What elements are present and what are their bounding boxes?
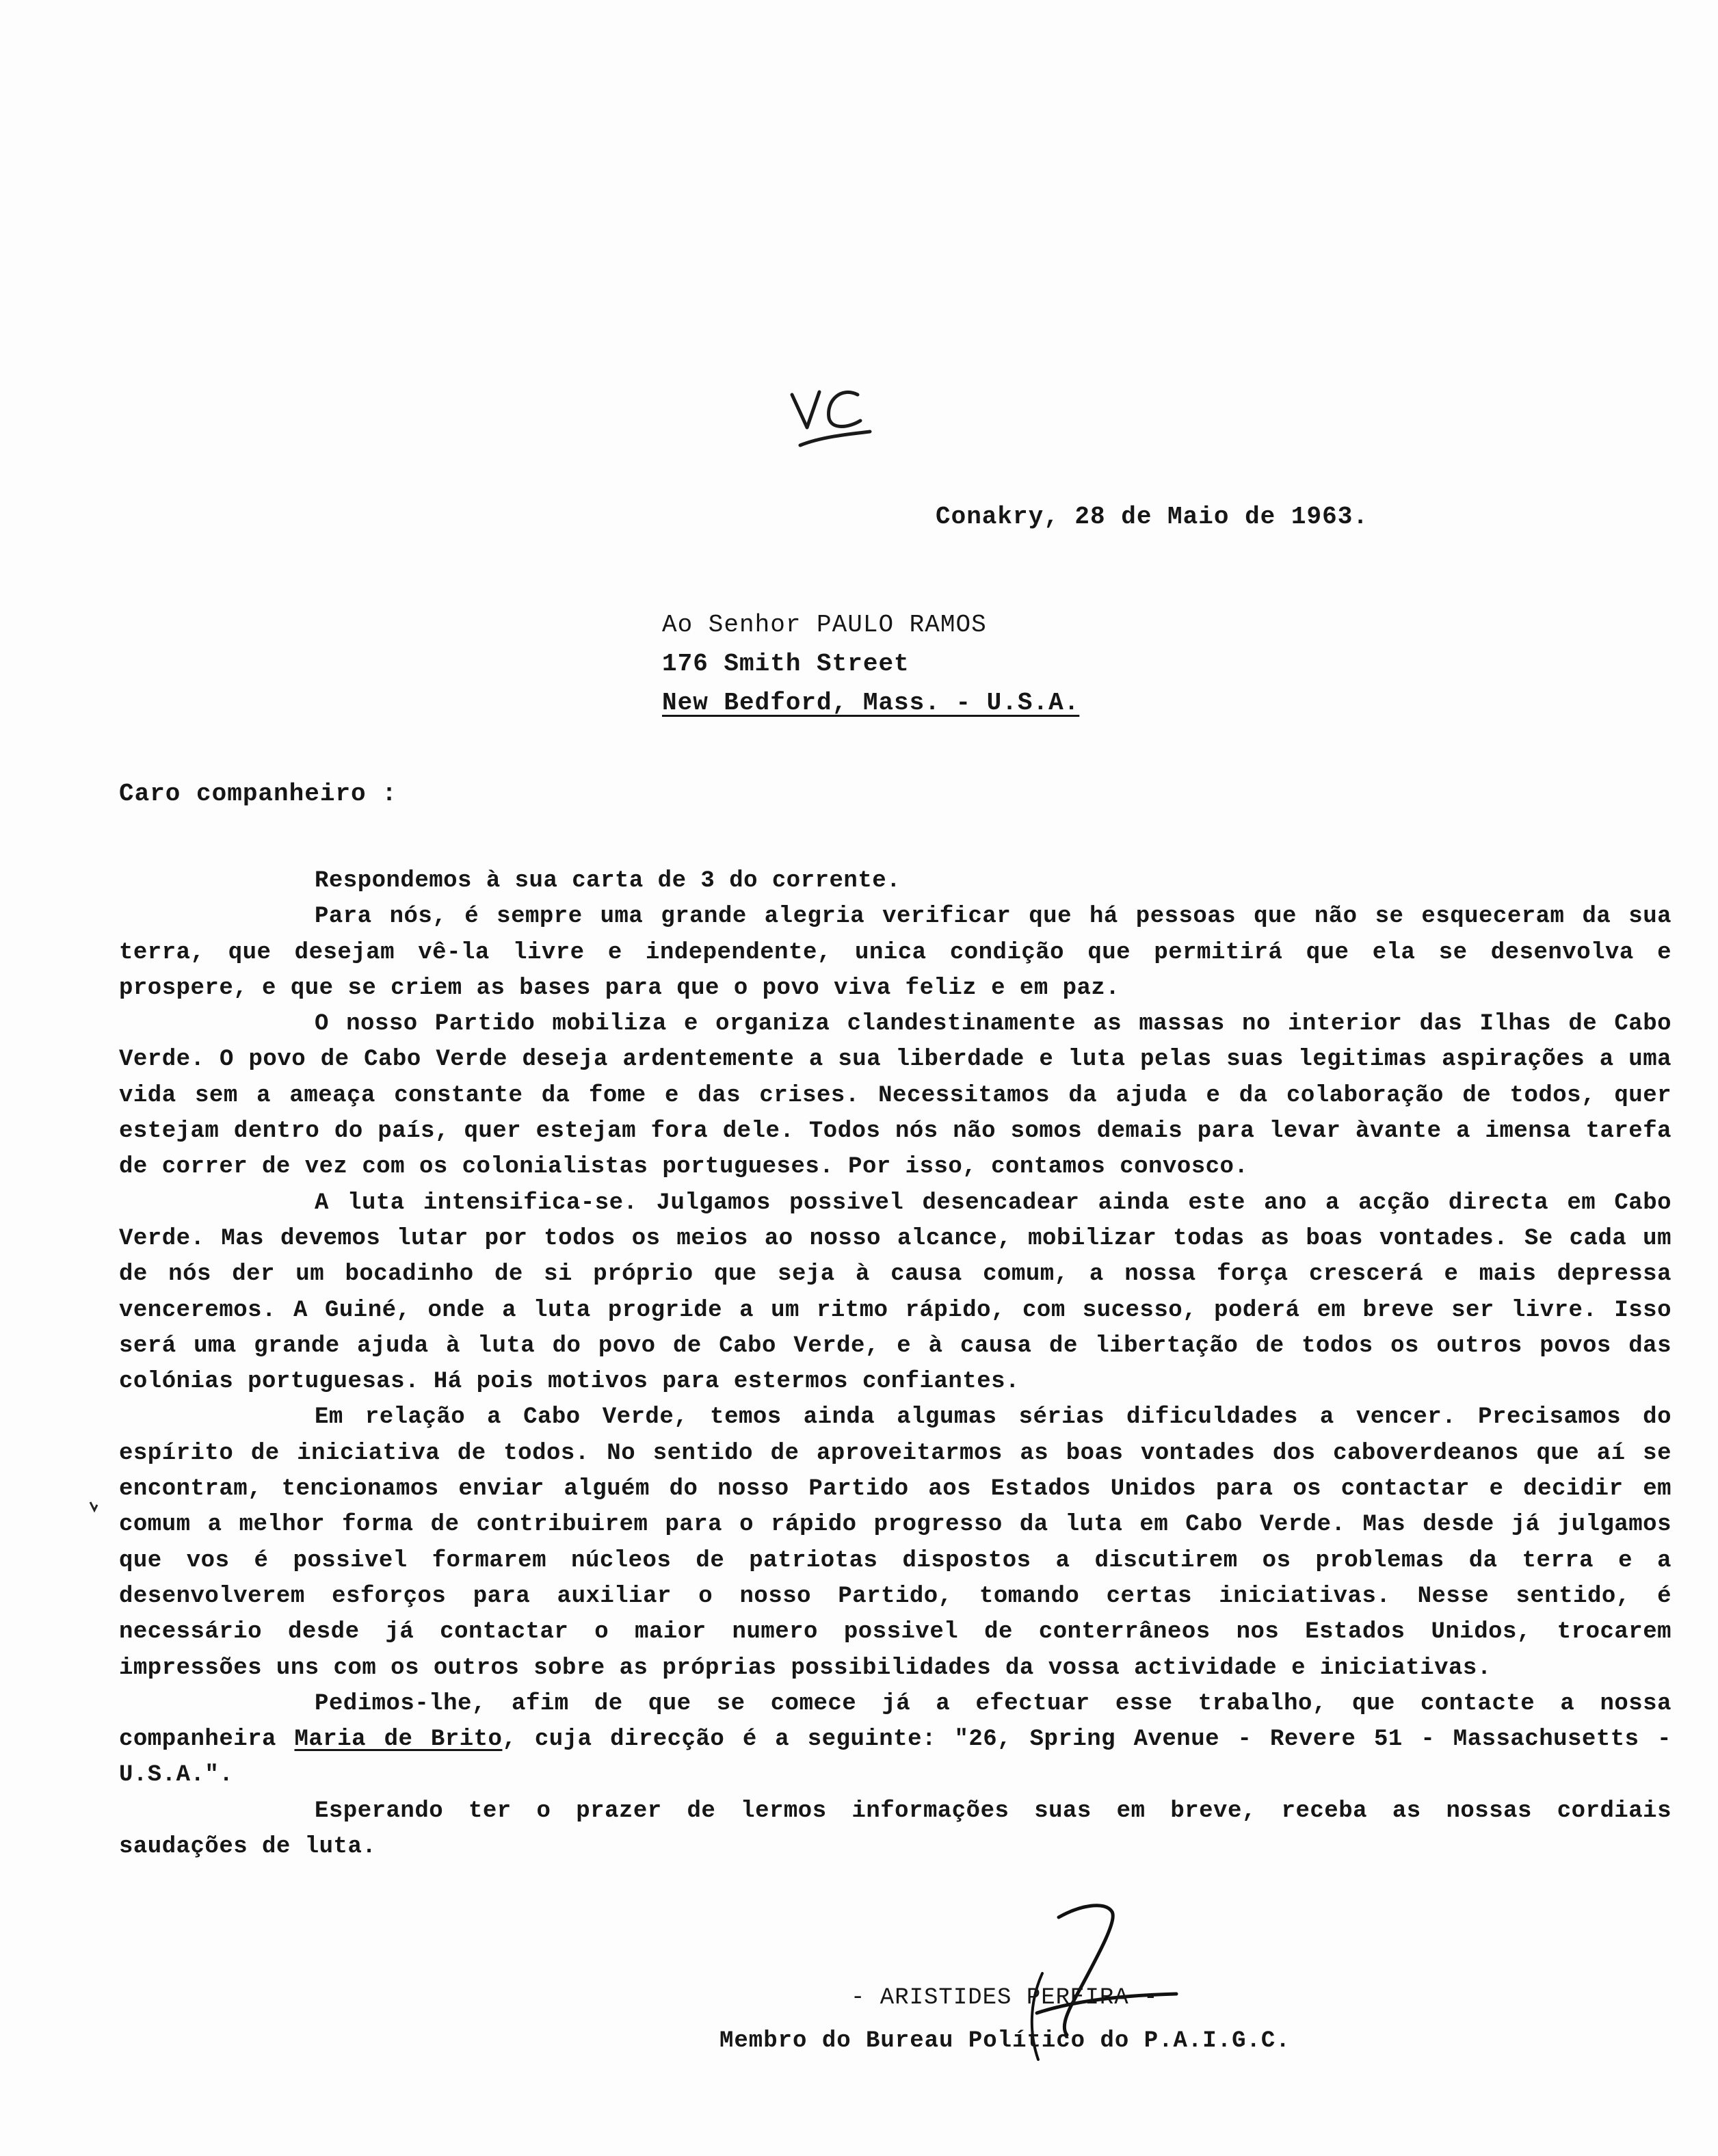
- recipient-city: New Bedford, Mass. - U.S.A.: [662, 689, 1080, 717]
- recipient-name: Ao Senhor PAULO RAMOS: [662, 611, 987, 639]
- signer-role: Membro do Bureau Político do P.A.I.G.C.: [719, 2028, 1291, 2054]
- request-text-before: Pedimos-lhe, afim de que se comece já a efectuar esse trabalho, que contacte a nossa companheira: [119, 1690, 1671, 1753]
- paragraph-closing: Esperando ter o prazer de lermos informações suas em breve, receba as nossas cordiais saudações de luta.: [119, 1798, 1671, 1861]
- recipient-address: [662, 605, 1079, 722]
- paragraph-party: O nosso Partido mobiliza e organiza clandestinamente as massas no interior das Ilhas de Cabo Verde. O povo de Cabo Verde deseja ardentemente a sua liberdade e luta pelas suas legitimas aspirações a uma vida sem a ameaça constante da fome e das crises. Necessitamos da ajuda e da colaboração de todos, quer estejam dentro do país, quer estejam fora dele. Todos nós não somos demais para levar àvante a imensa tarefa de correr de vez com os colonialistas portugueses. Por isso, contamos convosco.: [119, 1011, 1671, 1181]
- handwritten-vc-mark: [787, 380, 875, 455]
- letter-body: [119, 863, 1671, 1865]
- paragraph-joy: Para nós, é sempre uma grande alegria verificar que há pessoas que não se esqueceram da sua terra, que desejam vê-la livre e independente, unica condição que permitirá que ela se desenvolva e prospere, e que se criem as bases para que o povo viva feliz e em paz.: [119, 904, 1671, 1001]
- paragraph-cabo-verde: Em relação a Cabo Verde, temos ainda algumas sérias dificuldades a vencer. Precisamos do espírito de iniciativa de todos. No sentido de aproveitarmos as boas vontades dos caboverdeanos que aí se encontram, tencionamos enviar alguém do nosso Partido aos Estados Unidos para os contactar e decidir em comum a melhor forma de contribuirem para o rápido progresso da luta em Cabo Verde. Mas desde já julgamos que vos é possivel formarem núcleos de patriotas dispostos a discutirem os problemas da terra e a desenvolverem esforços para auxiliar o nosso Partido, tomando certas iniciativas. Nesse sentido, é necessário desde já contactar o maior numero possivel de conterrâneos nos Estados Unidos, trocarem impressões uns com os outros sobre as próprias possibilidades da vossa actividade e iniciativas.: [119, 1404, 1671, 1681]
- paragraph-reply: Respondemos à sua carta de 3 do corrente.: [315, 868, 901, 894]
- recipient-street: 176 Smith Street: [662, 650, 910, 678]
- date-line: Conakry, 28 de Maio de 1963.: [936, 503, 1369, 531]
- paragraph-request: [119, 1686, 1671, 1793]
- signer-name: - ARISTIDES PEREIRA -: [851, 1985, 1159, 2011]
- contact-name: Maria de Brito: [294, 1726, 503, 1753]
- request-text-after: , cuja direcção é a seguinte: "26, Spring Avenue - Revere 51 - Massachusetts - U.S.A.".: [119, 1726, 1671, 1789]
- margin-tick-mark: [88, 1499, 101, 1514]
- paragraph-struggle: A luta intensifica-se. Julgamos possivel desencadear ainda este ano a acção directa em Cabo Verde. Mas devemos lutar por todos os meios ao nosso alcance, mobilizar todas as boas vontades. Se cada um de nós der um bocadinho de si próprio que seja à causa comum, a nossa força crescerá e mais depressa venceremos. A Guiné, onde a luta progride a um ritmo rápido, com sucesso, poderá em breve ser livre. Isso será uma grande ajuda à luta do povo de Cabo Verde, e à causa de libertação de todos os outros povos das colónias portuguesas. Há pois motivos para estermos confiantes.: [119, 1189, 1671, 1395]
- salutation: Caro companheiro :: [119, 780, 397, 808]
